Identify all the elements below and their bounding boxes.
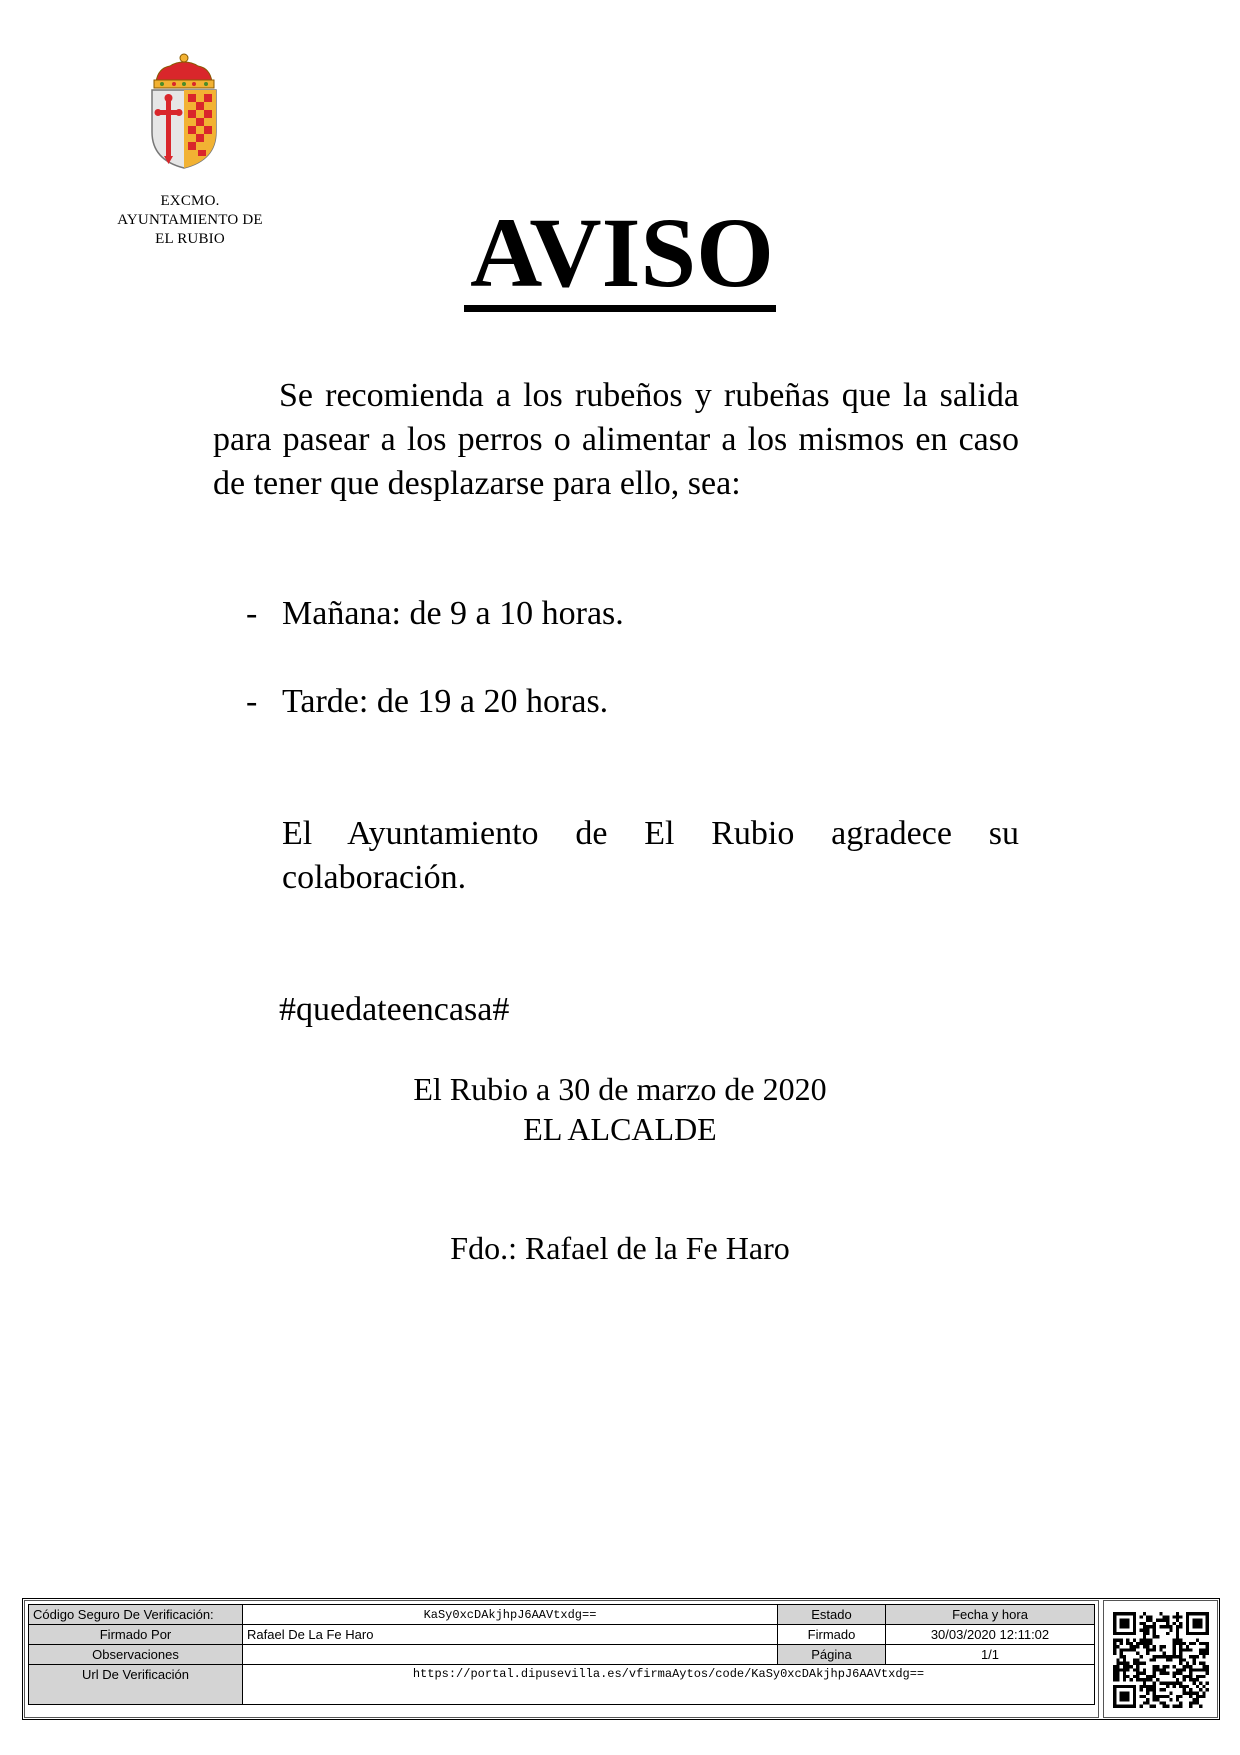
schedule-item-morning: [246, 592, 624, 636]
qr-frame: [1103, 1600, 1218, 1718]
table-row: [29, 1665, 1095, 1705]
qr-code-icon: [1113, 1612, 1209, 1708]
coat-of-arms-icon: [146, 52, 222, 170]
org-line-3: EL RUBIO: [155, 231, 225, 247]
firmado-por-value: Rafael De La Fe Haro: [243, 1625, 778, 1645]
notice-paragraph: Se recomienda a los rubeños y rubeñas que la salida para pasear a los perros o alimentar a los mismos en caso de tener que desplazarse para ello, sea:: [213, 377, 1019, 502]
table-row: [29, 1625, 1095, 1645]
verification-footer: [22, 1598, 1220, 1720]
csv-value: KaSy0xcDAkjhpJ6AAVtxdg==: [243, 1605, 778, 1625]
csv-label: Código Seguro De Verificación:: [29, 1605, 243, 1625]
observaciones-value: [243, 1645, 778, 1665]
schedule-text: Mañana: de 9 a 10 horas.: [282, 595, 624, 632]
observaciones-label: Observaciones: [29, 1645, 243, 1665]
url-value[interactable]: https://portal.dipusevilla.es/vfirmaAytos/code/KaSy0xcDAkjhpJ6AAVtxdg==: [243, 1665, 1095, 1705]
hashtag: #quedateencasa#: [279, 991, 510, 1028]
firmado-por-label: Firmado Por: [29, 1625, 243, 1645]
url-label: Url De Verificación: [29, 1665, 243, 1705]
fecha-label: Fecha y hora: [886, 1605, 1095, 1625]
document-title: [0, 198, 1240, 312]
pagina-value: 1/1: [886, 1645, 1095, 1665]
schedule-text: Tarde: de 19 a 20 horas.: [282, 683, 609, 720]
closing-paragraph: El Ayuntamiento de El Rubio agradece su colaboración.: [282, 815, 1019, 896]
estado-value: Firmado: [778, 1625, 886, 1645]
pagina-label: Página: [778, 1645, 886, 1665]
fecha-value: 30/03/2020 12:11:02: [886, 1625, 1095, 1645]
org-line-1: EXCMO.: [160, 193, 220, 209]
bullet-dash: -: [246, 683, 258, 720]
verification-table-frame: [24, 1600, 1099, 1718]
signer-role: EL ALCALDE: [523, 1111, 717, 1147]
table-row: [29, 1605, 1095, 1625]
document-title-text: AVISO: [464, 203, 776, 312]
org-line-2: AYUNTAMIENTO DE: [117, 212, 263, 228]
schedule-item-afternoon: [246, 680, 608, 724]
table-row: [29, 1645, 1095, 1665]
place-and-date: El Rubio a 30 de marzo de 2020: [413, 1071, 827, 1107]
estado-label: Estado: [778, 1605, 886, 1625]
signed-by: Fdo.: Rafael de la Fe Haro: [450, 1230, 790, 1266]
bullet-dash: -: [246, 595, 258, 632]
verification-table: [28, 1604, 1095, 1705]
